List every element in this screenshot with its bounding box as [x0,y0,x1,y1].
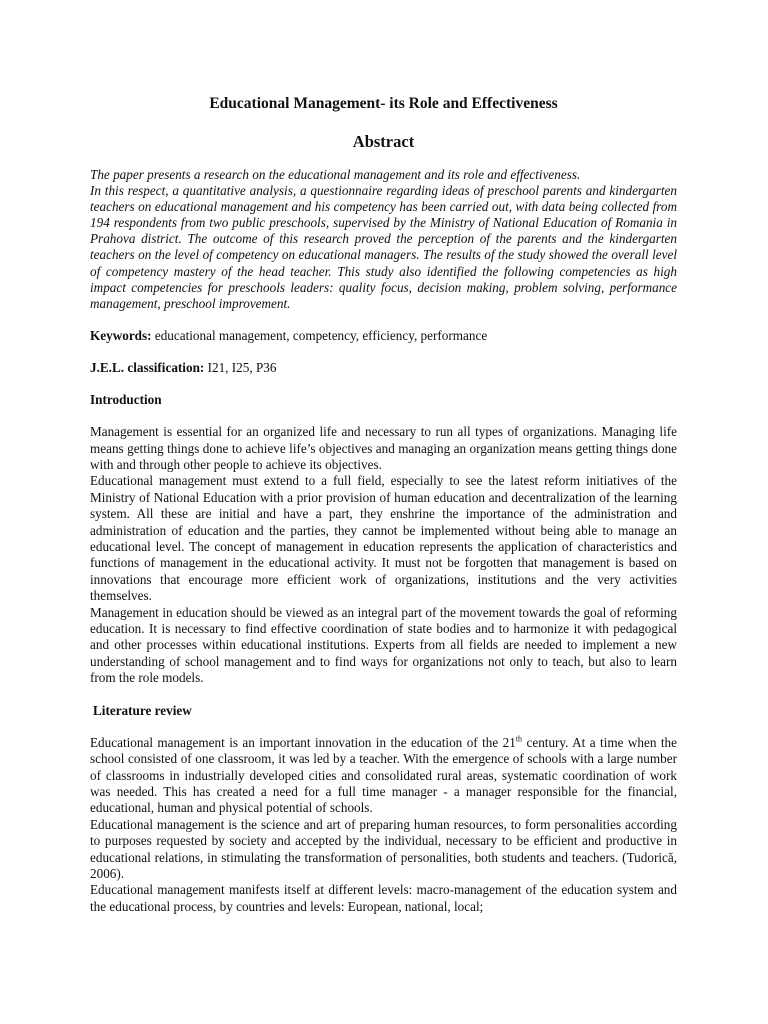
literature-review-heading: Literature review [93,702,192,718]
literature-paragraph: Educational management is the science and art of preparing human resources, to form personalities according to purposes requested by society and accepted by the individual, necessary to be efficient and productive in educational relations, in stimulating the transformation of personalities, both students and teachers. (Tudorică, 2006). [90,816,677,881]
introduction-paragraph: Management is essential for an organized life and necessary to run all types of organizations. Managing life means getting things done to achieve life’s objectives and managing an organization means getting things done with and through other people to achieve its objectives. [90,424,677,472]
jel-label: J.E.L. classification: [90,359,205,375]
literature-paragraph [90,735,677,817]
introduction-body [90,424,677,687]
jel-line [90,360,677,376]
keywords-label: Keywords: [90,327,152,343]
keywords-line [90,328,677,344]
abstract-heading: Abstract [352,132,415,151]
introduction-paragraph: Educational management must extend to a full field, especially to see the latest reform initiatives of the Ministry of National Education with a prior provision of human education and decentralization of the learning system. All these are initial and have a part, they enshrine the importance of the administration and administration of education and the parties, they cannot be implemented without being able to manage an educational level. The concept of management in education represents the application of characteristics and functions of management in the educational activity. It must not be forgotten that management is based on innovations that encourage more efficient work of organizations, institutions and the very activities themselves. [90,473,677,604]
abstract-paragraph: In this respect, a quantitative analysis, a questionnaire regarding ideas of preschool parents and kindergarten teachers on educational management and his competency has been carried out, with data being collected from 194 respondents from two public preschools, supervised by the Ministry of National Education of Romania in Prahova district. The outcome of this research proved the perception of the parents and the kindergarten teachers on the level of competency on educational managers. The results of the study showed the overall level of competency mastery of the head teacher. This study also identified the following competencies as high impact competencies for preschools leaders: quality focus, decision making, problem solving, performance management, preschool improvement. [90,183,677,311]
introduction-heading: Introduction [90,392,162,408]
introduction-paragraph: Management in education should be viewed as an integral part of the movement towards the goal of reforming education. It is necessary to find effective coordination of state bodies and to harmonize it with pedagogical and other processes within educational institutions. Experts from all fields are needed to implement a new understanding of school management and to find ways for organizations not only to teach, but also to learn from the role models. [90,604,677,686]
literature-p1-before: Educational management is an important innovation in the education of the 21 [90,734,516,750]
literature-paragraph: Educational management manifests itself at different levels: macro-management of the education system and the educational process, by countries and levels: European, national, local; [90,882,677,914]
ordinal-superscript: th [515,734,523,744]
abstract-paragraph: The paper presents a research on the educational management and its role and effectiveness. [90,167,581,182]
literature-review-body [90,735,677,915]
abstract-body [90,167,677,312]
paper-title: Educational Management- its Role and Effectiveness [209,95,558,112]
jel-value: I21, I25, P36 [204,359,277,375]
keywords-value: educational management, competency, efficiency, performance [151,327,488,343]
literature-p1-after: century. At a time when the school consisted of one classroom, it was led by a teacher. With the emergence of schools with a large number of classrooms in industrially developed cities and consolidated rural areas, systematic coordination of work was needed. This has created a need for a full time manager - a manager responsible for the financial, educational, human and physical potential of schools. [90,734,677,816]
document-content [90,94,677,915]
